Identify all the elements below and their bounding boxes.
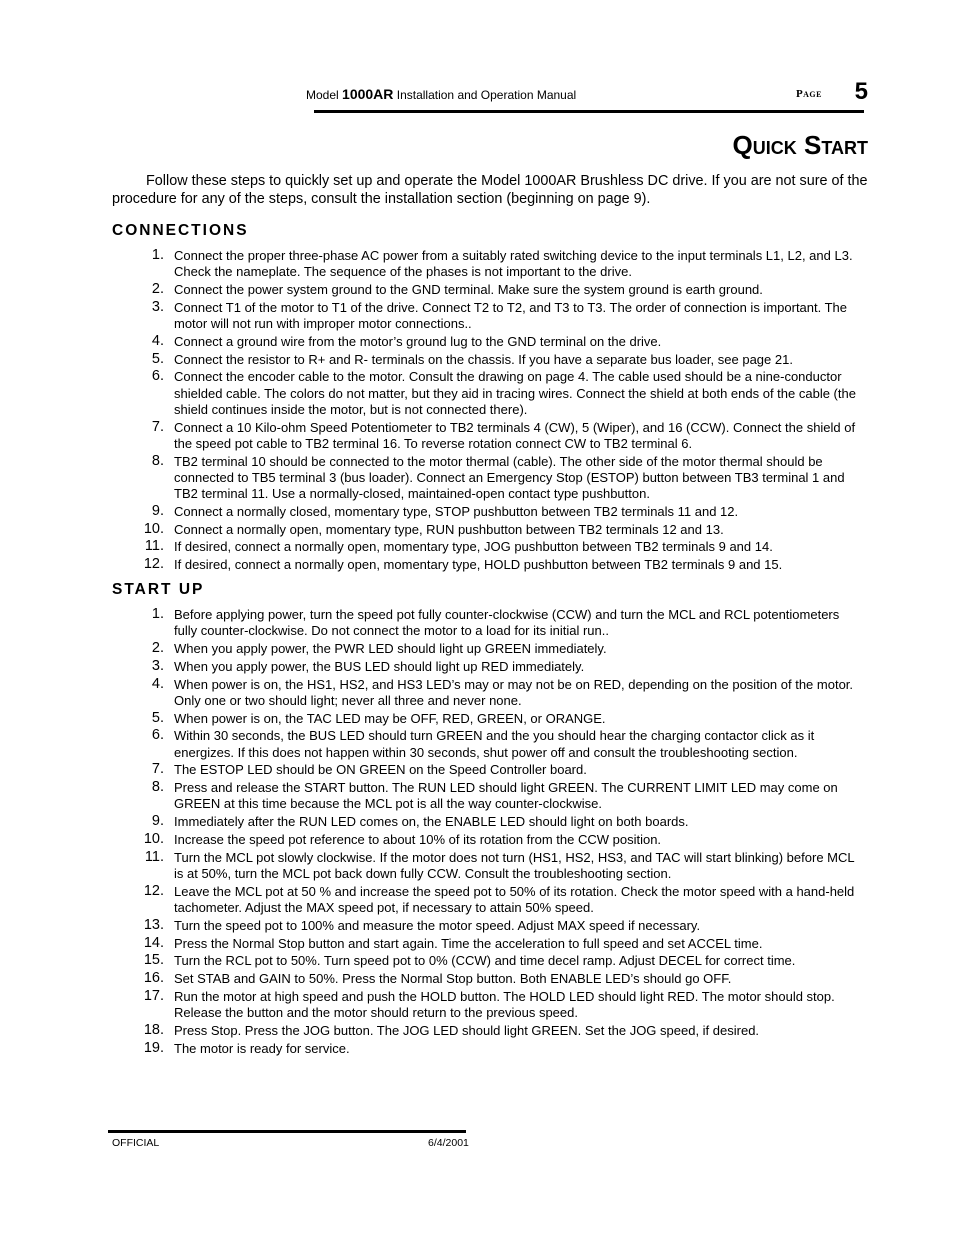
step-number: 2.: [151, 640, 164, 656]
step-number: 1.: [151, 606, 164, 622]
step-number: 4.: [151, 332, 164, 349]
list-item: [140, 711, 864, 727]
step-text: Run the motor at high speed and push the HOLD button. The HOLD LED should light RED. The motor should stop. Release the button and the motor should return to the previous speed.: [174, 988, 835, 1021]
step-text: If desired, connect a normally open, momentary type, JOG pushbutton between TB2 terminals 9 and 14.: [174, 539, 773, 555]
step-text: Connect the resistor to R+ and R- terminals on the chassis. If you have a separate bus loader, see page 21.: [174, 351, 793, 367]
step-number: 9.: [151, 813, 164, 830]
list-item: [140, 918, 864, 934]
list-item: [140, 641, 864, 657]
manual-title: Model 1000AR Installation and Operation Manual: [306, 86, 577, 102]
step-number: 15.: [143, 952, 164, 969]
list-item: [140, 369, 864, 418]
step-text: Connect a ground wire from the motor’s ground lug to the GND terminal on the drive.: [174, 333, 662, 349]
step-text: Connect a normally open, momentary type, RUN pushbutton between TB2 terminals 12 and 13.: [174, 521, 724, 537]
footer-date: 6/4/2001: [428, 1137, 469, 1149]
step-text: Press and release the START button. The RUN LED should light GREEN. The CURRENT LIMIT LED may come on GREEN at this time because the MCL pot is all the way counter-clockwise.: [174, 780, 838, 812]
list-item: [140, 1023, 864, 1039]
step-text: Connect a 10 Kilo-ohm Speed Potentiometer to TB2 terminals 4 (CW), 5 (Wiper), and 16 (CCW). Connect the shield of the speed pot cable to TB2 terminal 16. To reverse rotation connect CW to TB2 terminal 6.: [174, 419, 856, 451]
page-header: [306, 78, 870, 105]
list-item: [140, 420, 864, 452]
list-item: [140, 352, 864, 368]
step-text: Turn the MCL pot slowly clockwise. If the motor does not turn (HS1, HS2, HS3, and TAC will start blinking) before MCL is at 50%, turn the MCL pot back down fully CCW. Consult the troubleshooting section.: [174, 849, 855, 881]
step-number: 4.: [151, 675, 164, 692]
connections-heading: CONNECTIONS: [112, 222, 249, 239]
step-number: 3.: [151, 298, 164, 315]
list-item: [140, 607, 864, 639]
step-text: Turn the speed pot to 100% and measure the motor speed. Adjust MAX speed if necessary.: [174, 917, 701, 933]
step-text: Increase the speed pot reference to about 10% of its rotation from the CCW position.: [174, 831, 662, 847]
list-item: [140, 300, 864, 332]
list-item: [140, 762, 864, 778]
footer-divider: [108, 1130, 466, 1133]
list-item: [140, 248, 864, 280]
step-text: Turn the RCL pot to 50%. Turn speed pot to 0% (CCW) and time decel ramp. Adjust DECEL for correct time.: [174, 953, 796, 969]
list-item: [140, 334, 864, 350]
step-number: 10.: [143, 520, 164, 537]
list-item: [140, 832, 864, 848]
page-label: Page: [795, 88, 822, 100]
step-number: 13.: [143, 916, 164, 933]
step-number: 1.: [151, 247, 164, 263]
step-number: 3.: [151, 657, 164, 674]
step-text: Before applying power, turn the speed pot fully counter-clockwise (CCW) and turn the MCL and RCL potentiometers fully counter-clockwise. Do not connect the motor to a load for its initial run..: [174, 607, 840, 639]
intro-paragraph: Follow these steps to quickly set up and operate the Model 1000AR Brushless DC drive. If you are not sure of the procedure for any of the steps, consult the installation section (beginning on page 9).: [112, 173, 868, 207]
step-number: 5.: [151, 350, 164, 367]
header-divider: [314, 110, 864, 113]
step-text: When you apply power, the PWR LED should light up GREEN immediately.: [174, 641, 607, 656]
step-number: 19.: [143, 1039, 164, 1056]
step-number: 11.: [144, 848, 164, 865]
step-text: When power is on, the TAC LED may be OFF, RED, GREEN, or ORANGE.: [174, 710, 606, 726]
step-text: The motor is ready for service.: [174, 1040, 350, 1056]
step-text: Leave the MCL pot at 50 % and increase the speed pot to 50% of its rotation. Check the motor speed with a hand-held tachometer. Adjust the MAX speed pot, if necessary to attain 50% speed.: [174, 883, 855, 915]
list-item: [140, 522, 864, 538]
step-number: 12.: [143, 882, 164, 899]
step-number: 8.: [151, 452, 164, 469]
list-item: [140, 971, 864, 987]
step-number: 9.: [151, 502, 164, 519]
list-item: [140, 814, 864, 830]
list-item: [140, 780, 864, 812]
list-item: [140, 504, 864, 520]
step-text: Connect a normally closed, momentary type, STOP pushbutton between TB2 terminals 11 and 12.: [174, 503, 739, 519]
list-item: [140, 659, 864, 675]
step-number: 11.: [144, 538, 164, 555]
step-text: Connect the power system ground to the GND terminal. Make sure the system ground is earth ground.: [174, 282, 763, 297]
step-number: 12.: [143, 556, 164, 573]
step-text: Press the Normal Stop button and start again. Time the acceleration to full speed and set ACCEL time.: [174, 935, 763, 951]
step-text: Press Stop. Press the JOG button. The JOG LED should light GREEN. Set the JOG speed, if desired.: [174, 1022, 760, 1038]
step-number: 14.: [143, 934, 164, 951]
step-number: 6.: [151, 727, 164, 744]
list-item: [140, 936, 864, 952]
step-number: 5.: [151, 709, 164, 726]
step-text: Connect the proper three-phase AC power from a suitably rated switching device to the input terminals L1, L2, and L3. Check the nameplate. The sequence of the phases is not important to the drive.: [174, 248, 853, 280]
step-number: 17.: [143, 987, 164, 1004]
step-text: If desired, connect a normally open, momentary type, HOLD pushbutton between TB2 terminals 9 and 15.: [174, 557, 783, 573]
page-title: Quick Start: [732, 130, 868, 160]
list-item: [140, 454, 864, 503]
list-item: [140, 989, 864, 1021]
step-text: When you apply power, the BUS LED should light up RED immediately.: [174, 658, 585, 674]
model-number: 1000AR: [342, 86, 394, 102]
list-item: [140, 282, 864, 298]
list-item: [140, 884, 864, 916]
list-item: [140, 953, 864, 969]
footer-status: OFFICIAL: [112, 1137, 160, 1149]
step-text: The ESTOP LED should be ON GREEN on the Speed Controller board.: [174, 762, 587, 778]
step-text: TB2 terminal 10 should be connected to the motor thermal (cable). The other side of the motor thermal should be connected to TB5 terminal 3 (bus loader). Connect an Emergency Stop (ESTOP) button between TB3 terminal 1 and TB2 terminal 11. Use a normally-closed, maintained-open contact type pushbutton.: [174, 453, 845, 501]
list-item: [140, 557, 864, 573]
startup-heading: START UP: [112, 581, 205, 598]
list-item: [140, 1041, 864, 1057]
step-text: Connect the encoder cable to the motor. Consult the drawing on page 4. The cable used should be a nine-conductor shielded cable. The colors do not matter, but they aid in tracing wires. Connect the shield at both ends of the cable (the shield continues inside the motor, but is not connected there).: [174, 369, 856, 417]
page-number: 5: [854, 78, 868, 105]
startup-steps: [140, 607, 864, 1059]
step-text: Immediately after the RUN LED comes on, the ENABLE LED should light on both boards.: [174, 814, 689, 830]
step-number: 7.: [151, 418, 164, 435]
connections-steps: [140, 248, 864, 575]
step-number: 6.: [151, 368, 164, 385]
list-item: [140, 677, 864, 709]
step-text: Set STAB and GAIN to 50%. Press the Normal Stop button. Both ENABLE LED’s should go OFF.: [174, 971, 732, 987]
step-number: 16.: [143, 970, 164, 987]
step-text: When power is on, the HS1, HS2, and HS3 LED’s may or may not be on RED, depending on the position of the motor. Only one or two should light; never all three and never none.: [174, 676, 854, 708]
step-number: 18.: [143, 1021, 164, 1038]
list-item: [140, 728, 864, 760]
step-number: 2.: [151, 281, 164, 297]
list-item: [140, 539, 864, 555]
step-text: Connect T1 of the motor to T1 of the drive. Connect T2 to T2, and T3 to T3. The order of connection is important. The motor will not run with improper motor connections..: [174, 299, 848, 331]
list-item: [140, 850, 864, 882]
step-number: 7.: [151, 761, 164, 778]
step-number: 10.: [143, 830, 164, 847]
step-number: 8.: [151, 779, 164, 796]
step-text: Within 30 seconds, the BUS LED should turn GREEN and the you should hear the charging contactor click as it energizes. If this does not happen within 30 seconds, shut power off and consult the troubleshooting section.: [174, 728, 815, 760]
